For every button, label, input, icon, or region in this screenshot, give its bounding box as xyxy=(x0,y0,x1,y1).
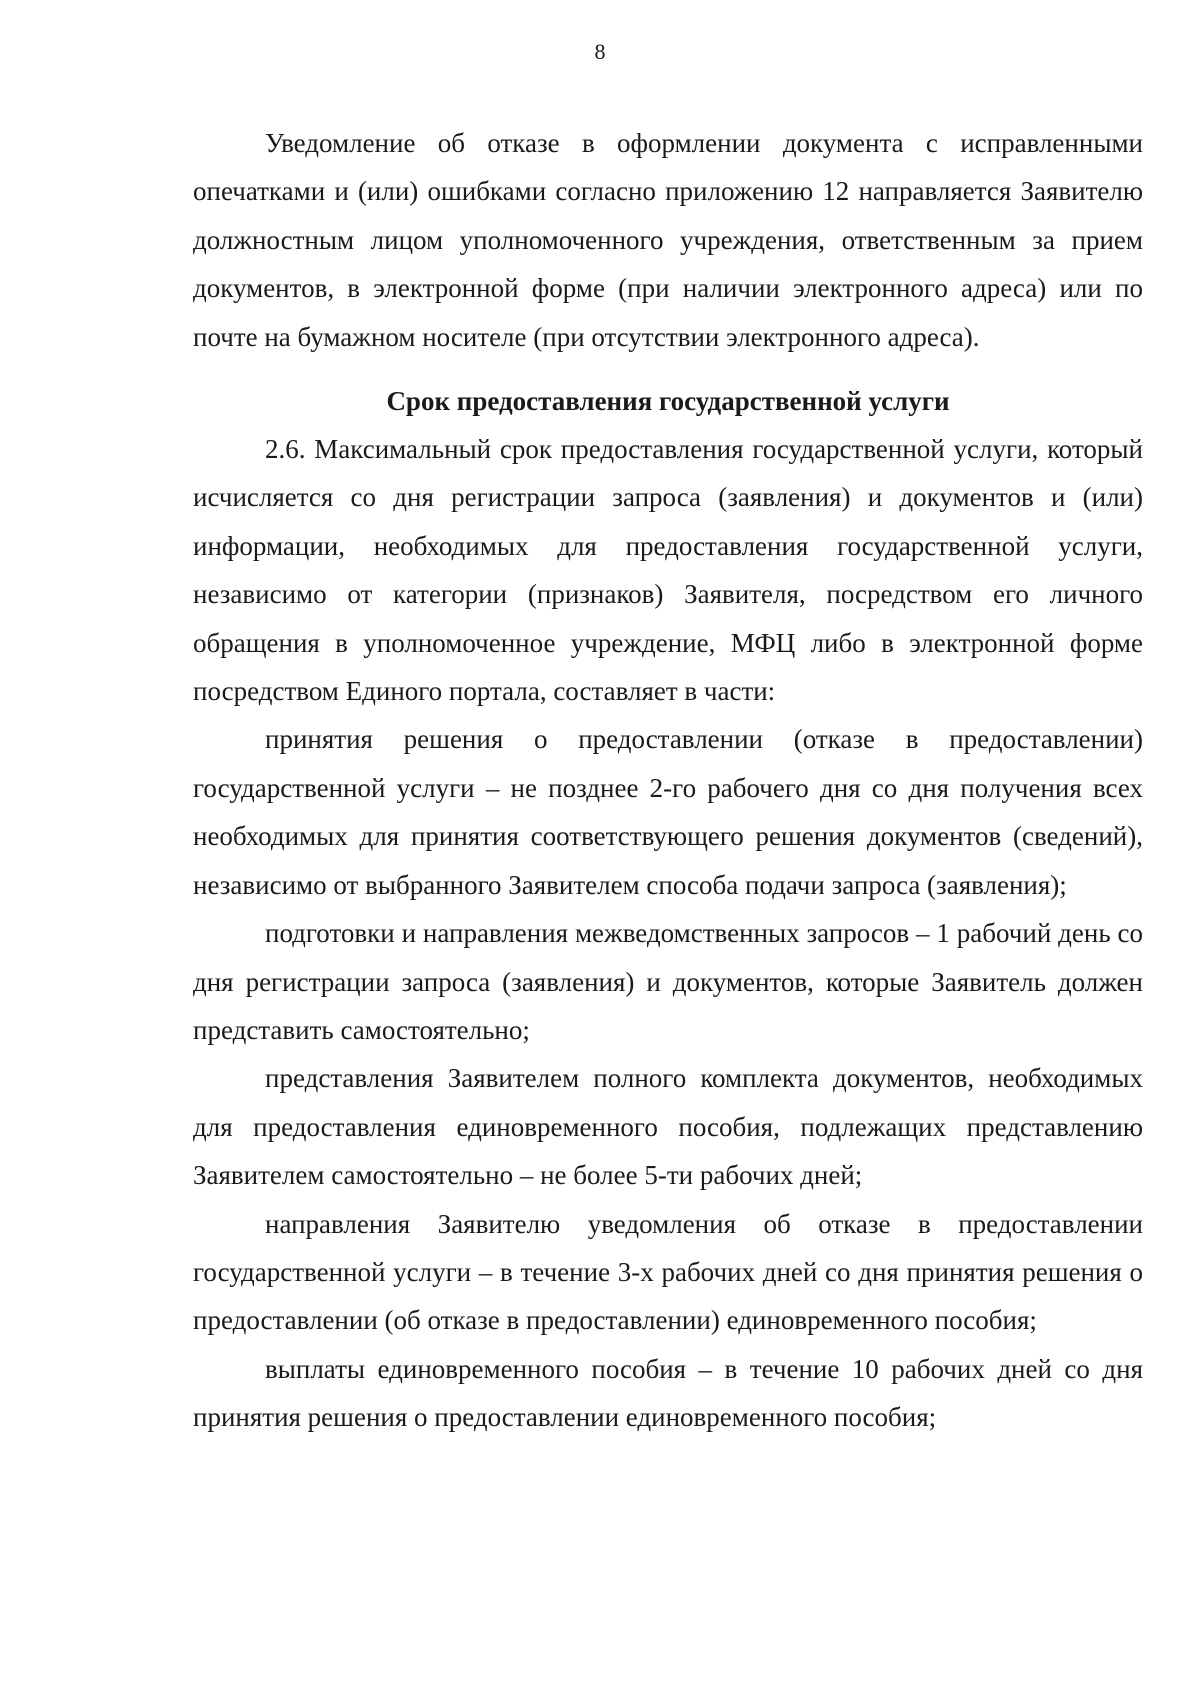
paragraph-decision-term: принятия решения о предоставлении (отказе в предоставлении) государственной услуги – не позднее 2-го рабочего дня со дня получения всех необходимых для принятия соответствующего решения документов (сведений), независимо от выбранного Заявителем способа подачи запроса (заявления); xyxy=(193,724,1143,900)
section-heading: Срок предоставления государственной услуги xyxy=(386,386,950,417)
paragraph-interagency-requests: подготовки и направления межведомственных запросов – 1 рабочий день со дня регистрации запроса (заявления) и документов, которые Заявитель должен представить самостоятельно; xyxy=(193,918,1143,1045)
paragraph-notification-refusal: Уведомление об отказе в оформлении документа с исправленными опечатками и (или) ошибками согласно приложению 12 направляется Заявителю должностным лицом уполномоченного учреждения, ответственным за прием документов, в электронной форме (при наличии электронного адреса) или по почте на бумажном носителе (при отсутствии электронного адреса). xyxy=(193,128,1143,352)
paragraph-refusal-notice: направления Заявителю уведомления об отказе в предоставлении государственной услуги – в течение 3-х рабочих дней со дня принятия решения о предоставлении (об отказе в предоставлении) единовременного пособия; xyxy=(193,1208,1143,1336)
document-body xyxy=(193,119,1143,1442)
paragraph-payment-term: выплаты единовременного пособия – в течение 10 рабочих дней со дня принятия решения о предоставлении единовременного пособия; xyxy=(193,1353,1143,1433)
page-number: 8 xyxy=(594,39,606,64)
paragraph-documents-submission: представления Заявителем полного комплекта документов, необходимых для предоставления единовременного пособия, подлежащих представлению Заявителем самостоятельно – не более 5-ти рабочих дней; xyxy=(193,1063,1143,1191)
paragraph-2-6-max-term: 2.6. Максимальный срок предоставления государственной услуги, который исчисляется со дня регистрации запроса (заявления) и документов и (или) информации, необходимых для предоставления государственной услуги, независимо от категории (признаков) Заявителя, посредством его личного обращения в уполномоченное учреждение, МФЦ либо в электронной форме посредством Единого портала, составляет в части: xyxy=(193,434,1143,707)
